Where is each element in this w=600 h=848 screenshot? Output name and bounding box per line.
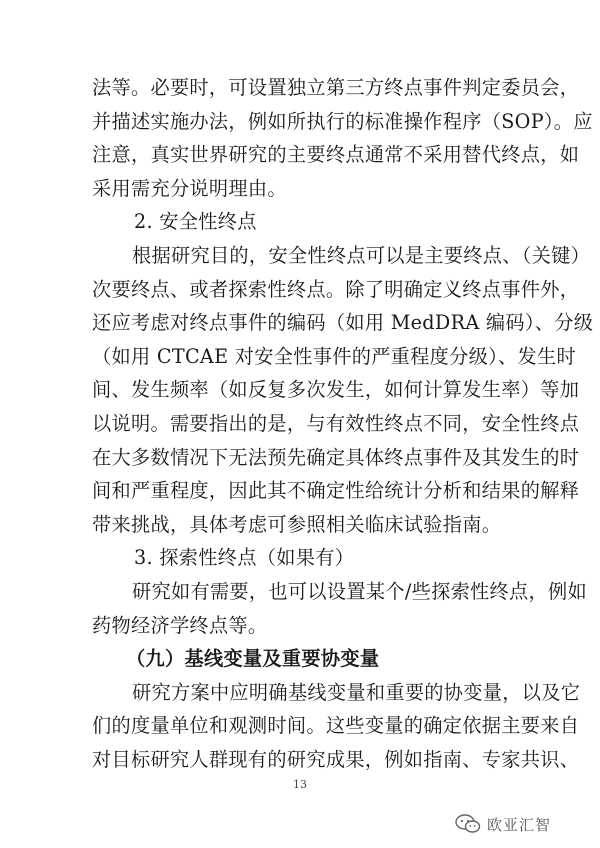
paragraph-2-line-6: 以说明。需要指出的是，与有效性终点不同，安全性终点: [92, 412, 580, 435]
paragraph-2-line-2: 次要终点、或者探索性终点。除了明确定义终点事件外，: [92, 277, 580, 301]
paragraph-4-line-1: 研究方案中应明确基线变量和重要的协变量，以及它: [132, 680, 581, 704]
paragraph-1-line-1: 法等。必要时，可设置独立第三方终点事件判定委员会，: [92, 76, 580, 99]
paragraph-4-line-3: 对目标研究人群现有的研究成果，例如指南、专家共识、: [92, 748, 580, 771]
paragraph-3-line-2: 药物经济学终点等。: [92, 613, 268, 637]
paragraph-4-line-2: 们的度量单位和观测时间。这些变量的确定依据主要来自: [92, 714, 580, 738]
paragraph-1-line-3: 注意，真实世界研究的主要终点通常不采用替代终点，如: [92, 143, 580, 167]
watermark: [455, 812, 551, 836]
paragraph-2-line-1: 根据研究目的，安全性终点可以是主要终点、（关键）: [132, 244, 591, 267]
paragraph-2-line-7: 在大多数情况下无法预先确定具体终点事件及其发生的时: [92, 445, 580, 469]
paragraph-1-line-2: 并描述实施办法，例如所执行的标准操作程序（SOP）。应: [92, 109, 593, 133]
paragraph-3-line-1: 研究如有需要，也可以设置某个/些探索性终点，例如: [132, 580, 587, 603]
section-heading-baseline-variables: （九）基线变量及重要协变量: [126, 647, 380, 671]
paragraph-2-line-8: 间和严重程度，因此其不确定性给统计分析和结果的解释: [92, 479, 580, 503]
paragraph-1-line-4: 采用需充分说明理由。: [92, 176, 287, 200]
paragraph-2-line-4: （如用 CTCAE 对安全性事件的严重程度分级）、发生时: [92, 344, 576, 368]
watermark-text: 欧亚汇智: [487, 815, 552, 834]
page-number: 13: [293, 778, 307, 791]
paragraph-2-line-3: 还应考虑对终点事件的编码（如用 MedDRA 编码）、分级: [92, 311, 594, 335]
heading-exploratory-endpoint: 3. 探索性终点（如果有）: [134, 546, 355, 570]
paragraph-2-line-9: 带来挑战，具体考虑可参照相关临床试验指南。: [92, 512, 502, 536]
paragraph-2-line-5: 间、发生频率（如反复多次发生，如何计算发生率）等加: [92, 378, 580, 402]
heading-safety-endpoint: 2. 安全性终点: [134, 210, 257, 234]
wechat-icon: [455, 814, 481, 834]
